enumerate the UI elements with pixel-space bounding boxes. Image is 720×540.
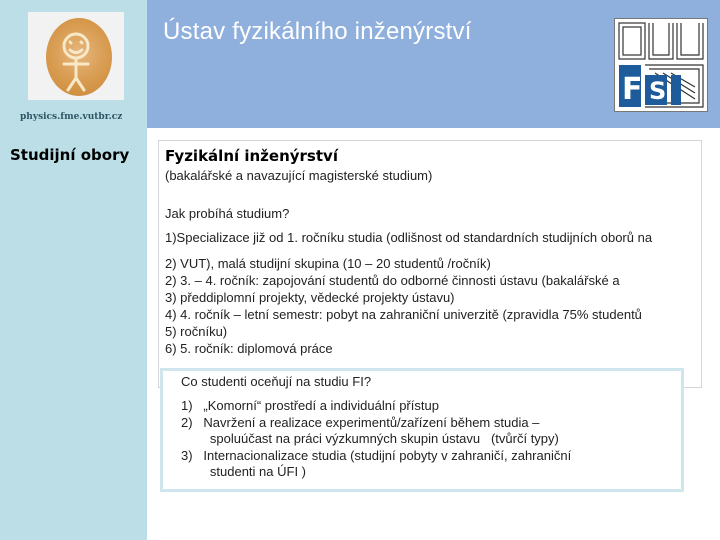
list-item: 1) „Komorní“ prostředí a individuální přístup xyxy=(181,398,439,413)
content-list xyxy=(165,229,652,357)
list-item: 3) Internacionalizace studia (studijní pobyty v zahraničí, zahraniční xyxy=(181,447,572,463)
list-item: spoluúčast na práci výzkumných skupin ústavu (tvůrčí typy) xyxy=(181,431,559,446)
highlight-list xyxy=(181,398,571,481)
list-item: 5) ročníku) xyxy=(165,324,228,339)
list-item: 2) VUT), malá studijní skupina (10 – 20 studentů /ročník) xyxy=(165,256,491,271)
list-item: 2) 3. – 4. ročník: zapojování studentů do odborné činnosti ústavu (bakalářské a xyxy=(165,273,620,288)
svg-text:S: S xyxy=(649,77,667,105)
logo-url-text[interactable]: physics.fme.vutbr.cz xyxy=(20,112,123,122)
content-panel xyxy=(158,140,702,388)
svg-text:F: F xyxy=(622,72,643,107)
list-item: 4) 4. ročník – letní semestr: pobyt na zahraniční univerzitě (zpravidla 75% studentů xyxy=(165,307,642,322)
content-heading: Fyzikální inženýrství xyxy=(165,147,338,165)
sidebar-item-studijni-obory[interactable]: Studijní obory xyxy=(10,146,130,164)
list-item: 2) Navržení a realizace experimentů/zařízení během studia – xyxy=(181,414,540,430)
stick-figure-icon xyxy=(28,12,124,100)
content-question: Jak probíhá studium? xyxy=(165,206,290,221)
highlight-panel xyxy=(160,368,684,492)
fsi-emblem-icon xyxy=(615,19,707,111)
list-item: studenti na ÚFI ) xyxy=(181,464,306,479)
highlight-title: Co studenti oceňují na studiu FI? xyxy=(181,374,372,389)
fsi-logo xyxy=(614,18,708,112)
list-item: 6) 5. ročník: diplomová práce xyxy=(165,341,333,356)
list-item: 1)Specializace již od 1. ročníku studia (odlišnost od standardních studijních oborů na xyxy=(165,230,653,245)
content-subheading: (bakalářské a navazující magisterské studium) xyxy=(165,168,433,183)
list-item: 3) předdiplomní projekty, vědecké projekty ústavu) xyxy=(165,290,455,305)
page-title: Ústav fyzikálního inženýrství xyxy=(163,18,472,45)
department-logo xyxy=(28,12,124,100)
